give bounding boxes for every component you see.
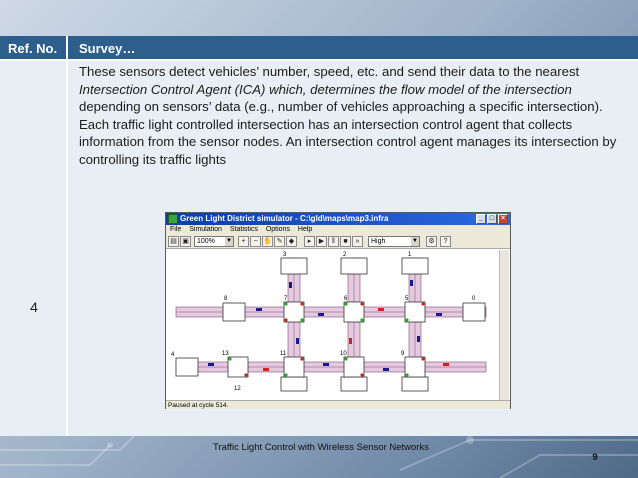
zoom-value: 100%: [197, 238, 215, 245]
edit-icon[interactable]: ✎: [274, 236, 285, 247]
menu-help[interactable]: Help: [297, 226, 313, 233]
node-label: 0: [472, 296, 476, 302]
app-icon: [168, 214, 178, 224]
menu-simulation[interactable]: Simulation: [189, 226, 222, 233]
survey-text: [79, 63, 635, 169]
node-label: 2: [343, 252, 347, 258]
node-label: 1: [408, 252, 412, 258]
chevron-down-icon: ▼: [412, 238, 418, 244]
menu-options[interactable]: Options: [265, 226, 290, 233]
ref-number: 4: [30, 299, 38, 315]
chevron-down-icon: ▼: [226, 238, 232, 244]
node-label: 11: [280, 351, 287, 357]
step-icon[interactable]: ▸: [304, 236, 315, 247]
footer-title: Traffic Light Control with Wireless Sensor Networks: [213, 442, 429, 453]
simulator-status-bar: Paused at cycle 514.: [166, 400, 510, 409]
node-label: 3: [283, 252, 287, 258]
node-label: 4: [171, 352, 175, 358]
settings-icon[interactable]: ⚙: [426, 236, 437, 247]
node-label: 6: [344, 296, 348, 302]
hand-icon[interactable]: ✋: [263, 238, 272, 245]
node-label: 10: [340, 351, 347, 357]
simulator-title: Green Light District simulator - C:\gld\maps\map3.infra: [180, 214, 389, 223]
simulator-window: [165, 212, 511, 409]
stop-icon[interactable]: ■: [340, 236, 351, 247]
speed-value: High: [371, 238, 386, 245]
simulator-title-bar: [166, 213, 510, 225]
vertical-scrollbar[interactable]: [499, 250, 509, 400]
simulator-menu-bar: [166, 225, 510, 235]
ref-column: [0, 61, 68, 436]
ref-no-header: Ref. No.: [0, 36, 68, 61]
text-part-3: Each traffic light controlled intersection has an intersection control agent that collects information from the sensor nodes. An intersection control agent manages its intersection by controlling its traffic lights: [79, 116, 617, 167]
speed-select[interactable]: [368, 236, 420, 247]
shape-icon[interactable]: ◆: [286, 236, 297, 247]
open-icon[interactable]: ▤: [168, 236, 179, 247]
node-label: 13: [222, 351, 229, 357]
zoom-in-icon[interactable]: +: [238, 236, 249, 247]
minimize-icon[interactable]: _: [476, 214, 486, 224]
play-icon[interactable]: ▶: [316, 236, 327, 247]
node-label: 5: [405, 296, 409, 302]
pause-icon[interactable]: ‖: [328, 236, 339, 247]
text-part-1: These sensors detect vehicles’ number, speed, etc. and send their data to the nearest: [79, 64, 580, 79]
zoom-select[interactable]: [194, 236, 234, 247]
simulator-toolbar: [166, 235, 510, 249]
simulation-canvas[interactable]: [168, 250, 498, 400]
node-label: 8: [224, 296, 228, 302]
help-icon[interactable]: ?: [440, 236, 451, 247]
survey-header: Survey…: [79, 41, 136, 56]
zoom-out-icon[interactable]: −: [250, 236, 261, 247]
text-part-2: depending on sensors’ data (e.g., number of vehicles approaching a specific intersection).: [79, 99, 603, 115]
close-icon[interactable]: ×: [498, 214, 508, 224]
menu-file[interactable]: File: [170, 226, 182, 233]
page-number: 9: [592, 452, 598, 463]
maximize-icon[interactable]: □: [487, 214, 497, 224]
node-label: 12: [234, 386, 241, 392]
node-label: 7: [284, 296, 288, 302]
table-header: [0, 36, 638, 61]
save-icon[interactable]: ▣: [180, 236, 191, 247]
fast-forward-icon[interactable]: »: [352, 236, 363, 247]
menu-statistics[interactable]: Statistics: [229, 226, 258, 233]
road-network-map: [168, 250, 498, 400]
node-label: 9: [401, 351, 405, 357]
text-italic: Intersection Control Agent (ICA) which, determines the flow model of the intersection: [79, 81, 572, 97]
